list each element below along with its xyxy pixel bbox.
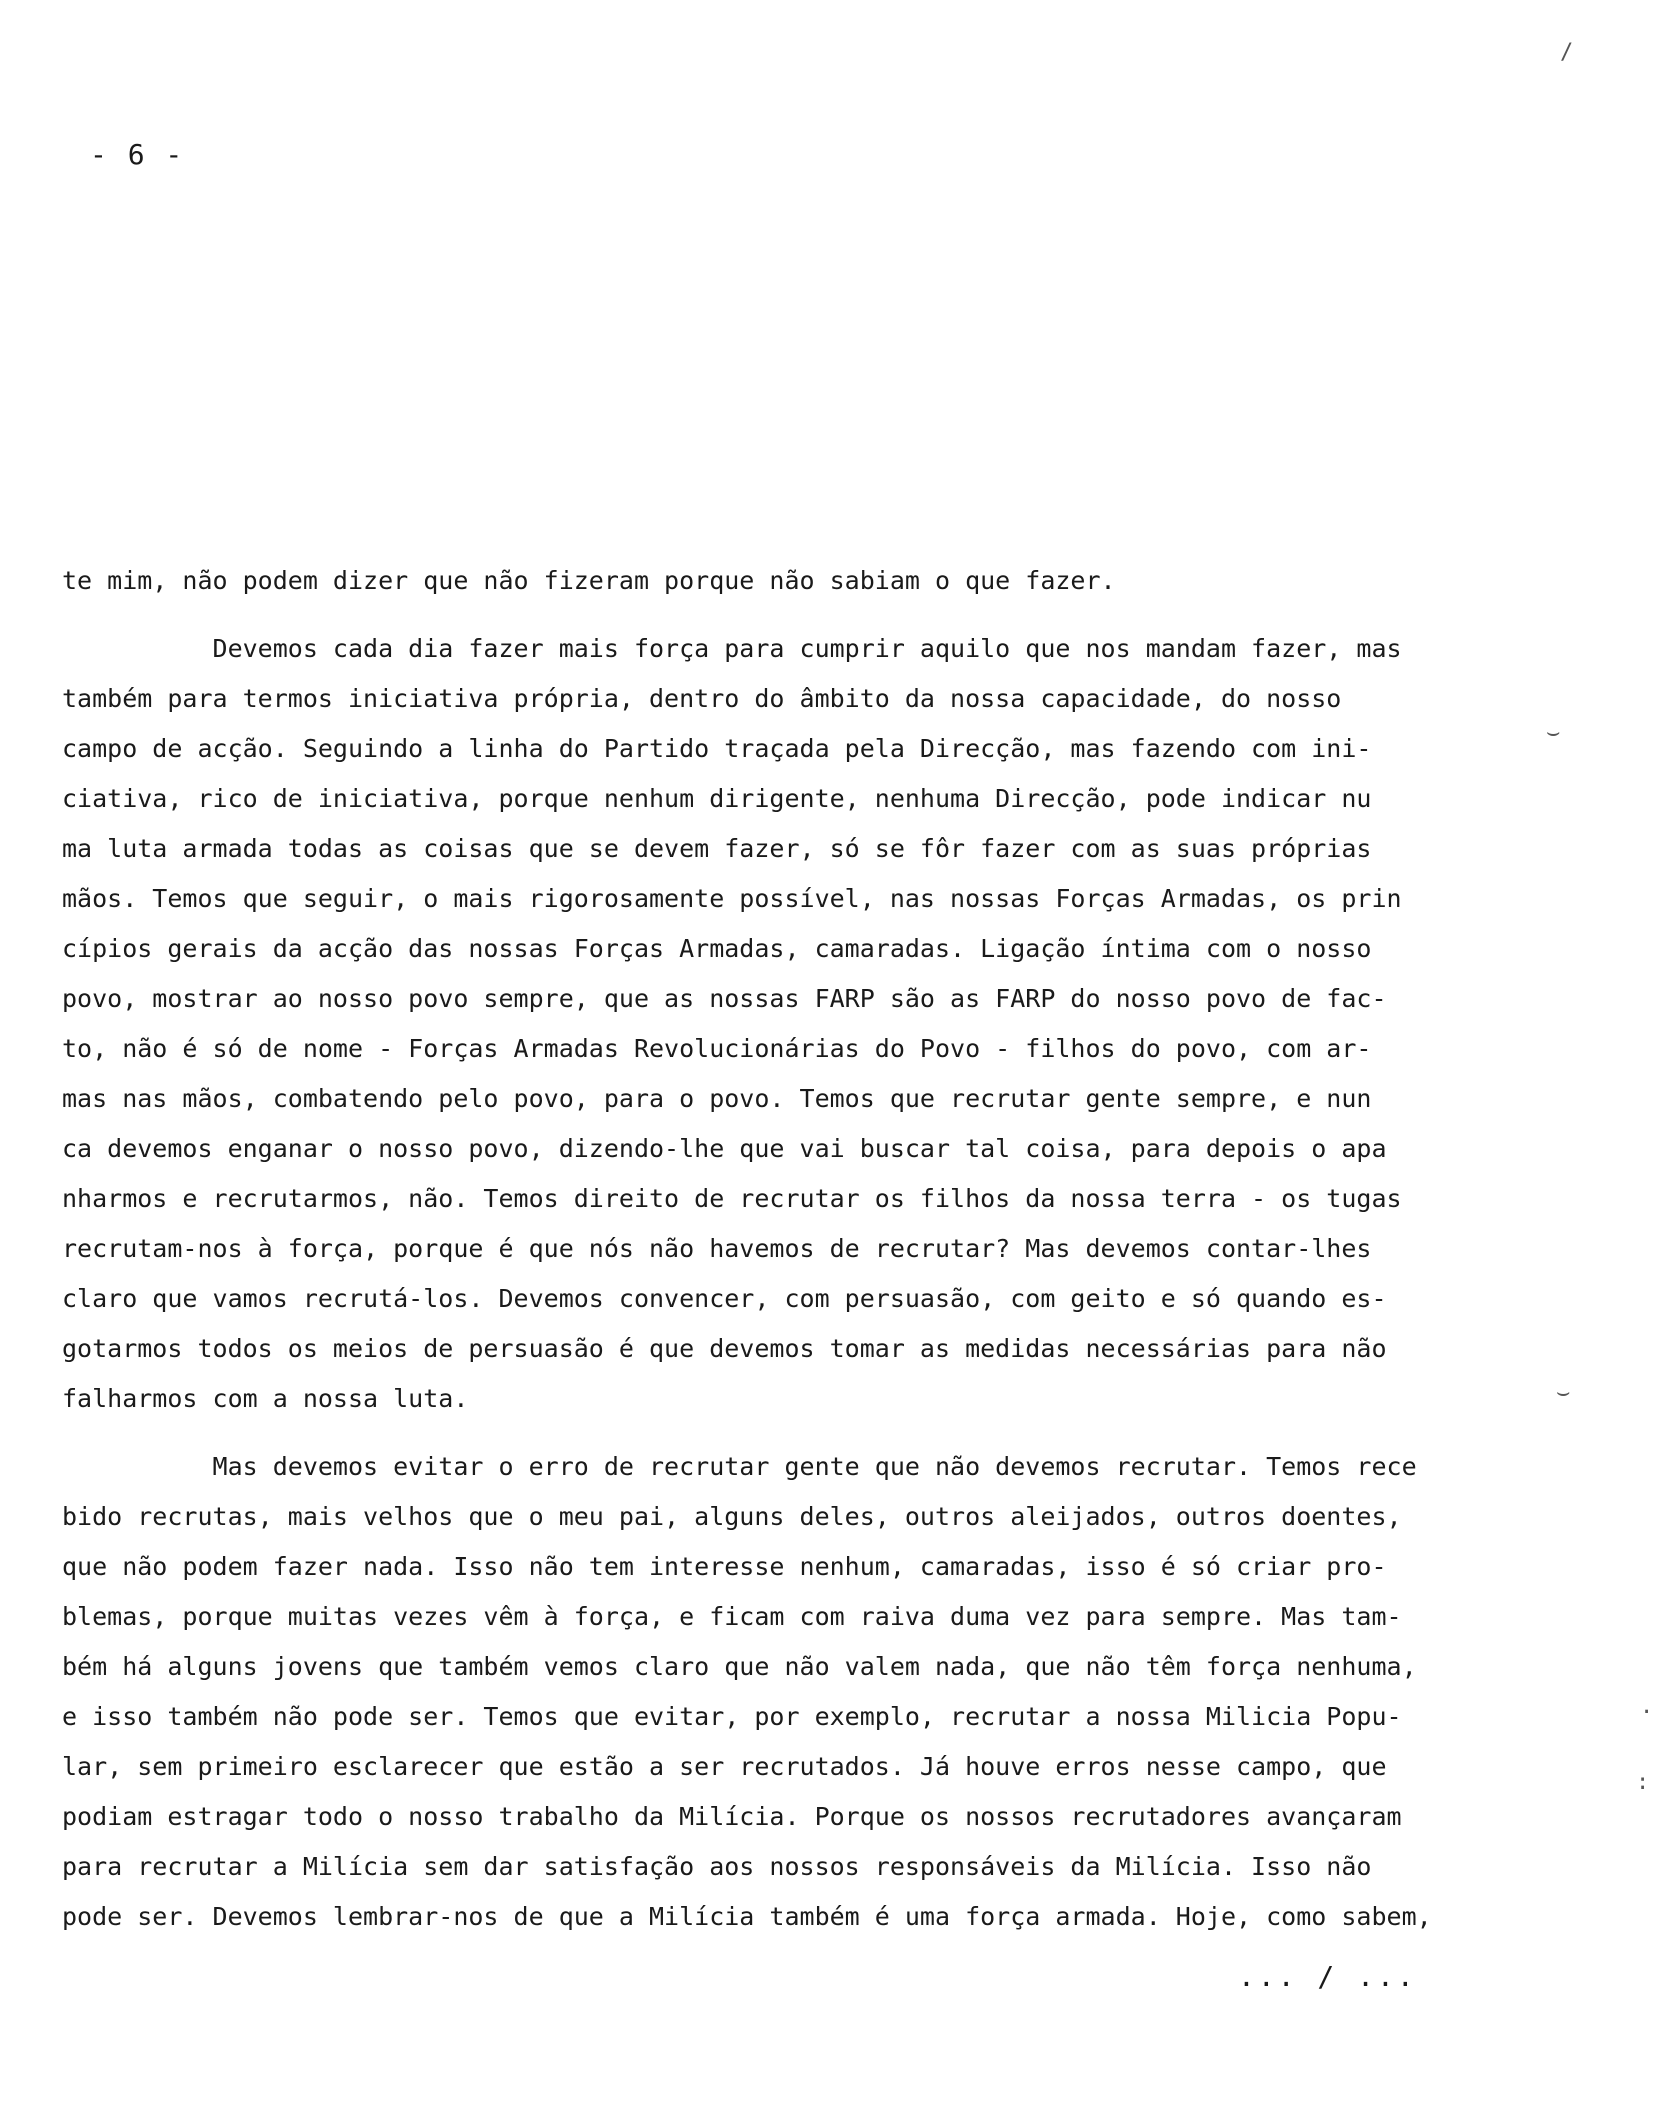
- text-line: podiam estragar todo o nosso trabalho da Milícia. Porque os nossos recrutadores avançaram: [62, 1802, 1402, 1831]
- text-line: blemas, porque muitas vezes vêm à força, e ficam com raiva duma vez para sempre. Mas tam-: [62, 1602, 1402, 1631]
- paragraph-gap: [62, 606, 1502, 624]
- paragraph: [62, 624, 1502, 1424]
- text-line: lar, sem primeiro esclarecer que estão a ser recrutados. Já houve erros nesse campo, que: [62, 1752, 1387, 1781]
- text-line: bém há alguns jovens que também vemos claro que não valem nada, que não têm força nenhuma,: [62, 1652, 1417, 1681]
- scan-speck: ·: [1640, 1700, 1654, 1725]
- text-line: ciativa, rico de iniciativa, porque nenhum dirigente, nenhuma Direcção, pode indicar nu: [62, 784, 1372, 813]
- text-line: te mim, não podem dizer que não fizeram porque não sabiam o que fazer.: [62, 566, 1116, 595]
- text-line: para recrutar a Milícia sem dar satisfação aos nossos responsáveis da Milícia. Isso não: [62, 1852, 1372, 1881]
- text-line: gotarmos todos os meios de persuasão é que devemos tomar as medidas necessárias para não: [62, 1334, 1387, 1363]
- text-line: falharmos com a nossa luta.: [62, 1384, 469, 1413]
- paragraph-gap: [62, 1424, 1502, 1442]
- margin-mark: ⌣: [1546, 720, 1561, 745]
- text-line: também para termos iniciativa própria, dentro do âmbito da nossa capacidade, do nosso: [62, 684, 1342, 713]
- text-line: pode ser. Devemos lembrar-nos de que a Milícia também é uma força armada. Hoje, como sabem,: [62, 1902, 1432, 1931]
- text-line: nharmos e recrutarmos, não. Temos direito de recrutar os filhos da nossa terra - os tugas: [62, 1184, 1402, 1213]
- text-line: cípios gerais da acção das nossas Forças Armadas, camaradas. Ligação íntima com o nosso: [62, 934, 1372, 963]
- text-line: povo, mostrar ao nosso povo sempre, que as nossas FARP são as FARP do nosso povo de fac-: [62, 984, 1387, 1013]
- text-line: ca devemos enganar o nosso povo, dizendo-lhe que vai buscar tal coisa, para depois o apa: [62, 1134, 1387, 1163]
- text-line: mas nas mãos, combatendo pelo povo, para o povo. Temos que recrutar gente sempre, e nun: [62, 1084, 1372, 1113]
- text-line: recrutam-nos à força, porque é que nós não havemos de recrutar? Mas devemos contar-lhes: [62, 1234, 1372, 1263]
- page-number: - 6 -: [90, 138, 185, 171]
- text-line: Devemos cada dia fazer mais força para cumprir aquilo que nos mandam fazer, mas: [62, 634, 1402, 663]
- text-line: campo de acção. Seguindo a linha do Partido traçada pela Direcção, mas fazendo com ini-: [62, 734, 1372, 763]
- text-line: que não podem fazer nada. Isso não tem interesse nenhum, camaradas, isso é só criar pro-: [62, 1552, 1387, 1581]
- text-line: claro que vamos recrutá-los. Devemos convencer, com persuasão, com geito e só quando es-: [62, 1284, 1387, 1313]
- continuation-marker: ... / ...: [1238, 1960, 1417, 1993]
- margin-mark: ⌣: [1556, 1380, 1571, 1405]
- text-line: to, não é só de nome - Forças Armadas Revolucionárias do Povo - filhos do povo, com ar-: [62, 1034, 1372, 1063]
- text-line: e isso também não pode ser. Temos que evitar, por exemplo, recrutar a nossa Milicia Popu-: [62, 1702, 1402, 1731]
- paragraph: [62, 1442, 1502, 1942]
- text-line: mãos. Temos que seguir, o mais rigorosamente possível, nas nossas Forças Armadas, os prin: [62, 884, 1402, 913]
- document-body: [62, 556, 1502, 1942]
- paragraph: [62, 556, 1502, 606]
- text-line: Mas devemos evitar o erro de recrutar gente que não devemos recrutar. Temos rece: [62, 1452, 1417, 1481]
- scan-speck: /: [1560, 40, 1574, 65]
- text-line: bido recrutas, mais velhos que o meu pai, alguns deles, outros aleijados, outros doentes,: [62, 1502, 1402, 1531]
- scan-speck: :: [1636, 1770, 1650, 1795]
- text-line: ma luta armada todas as coisas que se devem fazer, só se fôr fazer com as suas próprias: [62, 834, 1372, 863]
